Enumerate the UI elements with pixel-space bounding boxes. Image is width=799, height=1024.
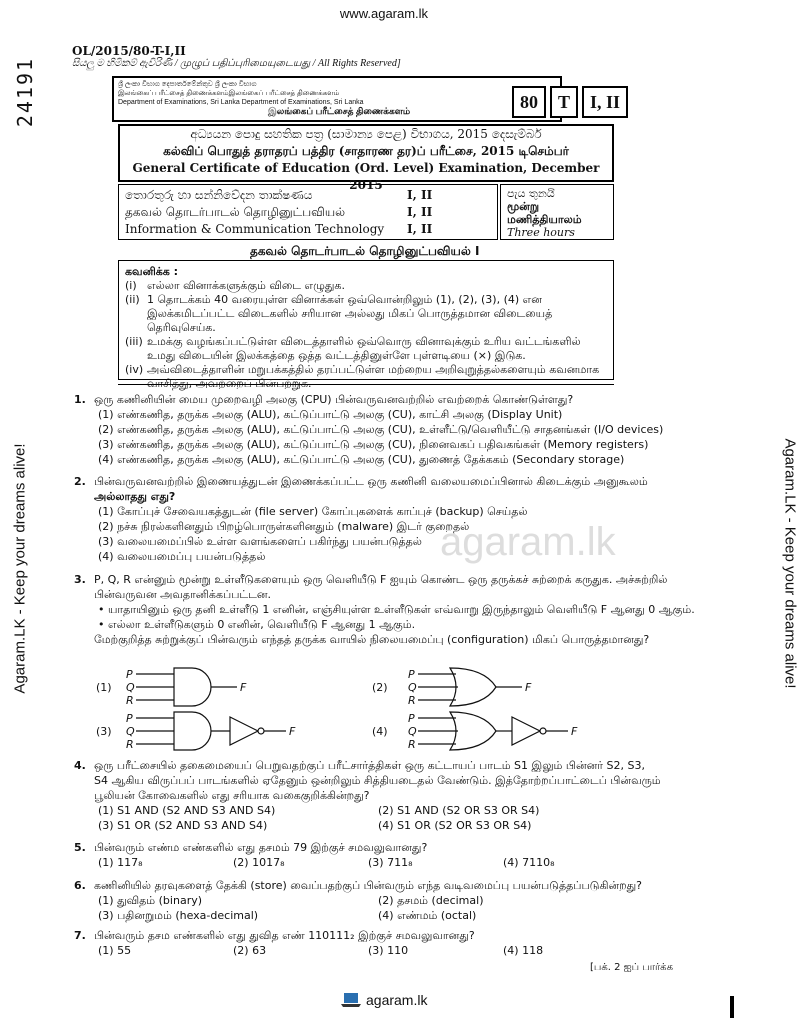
option: (4) வலையமைப்பு பயன்படுத்தல் bbox=[98, 550, 266, 563]
subject-papers: I, II bbox=[407, 222, 433, 236]
input-label: P bbox=[408, 712, 415, 725]
question-number: 1. bbox=[74, 393, 86, 406]
question-2 bbox=[74, 474, 724, 564]
question-text: ஒரு கணினியின் மைய முறைவழி அலகு (CPU) பின்வருவனவற்றில் எவற்றைக் கொண்டுள்ளது? bbox=[94, 393, 574, 406]
department-line: Department of Examinations, Sri Lanka Department of Examinations, Sri Lanka bbox=[118, 99, 364, 106]
option: (2) S1 AND (S2 OR S3 OR S4) bbox=[378, 804, 540, 817]
subject-box bbox=[118, 184, 498, 240]
option: (3) 711₈ bbox=[368, 856, 413, 869]
circuit-label: (4) bbox=[372, 725, 388, 738]
option: (1) S1 AND (S2 AND S3 AND S4) bbox=[98, 804, 276, 817]
department-line: இலங்கைப் பரீட்சைத் திணைக்களம்இலங்கைப் பரீட்சைத் திணைக்களம் bbox=[118, 90, 340, 97]
exam-title bbox=[118, 124, 614, 192]
and-gate bbox=[174, 712, 211, 750]
exam-title-tamil: கல்விப் பொதுத் தராதரப் பத்திர (சாதாரண தர)ப் பரீட்சை, 2015 டிசெம்பர் bbox=[163, 144, 569, 158]
option: (3) பதினறுமம் (hexa-decimal) bbox=[98, 909, 259, 922]
instructions-title: கவனிக்க : bbox=[125, 265, 179, 278]
subject-english: Information & Communication Technology bbox=[125, 222, 385, 236]
option: (2) தசமம் (decimal) bbox=[378, 894, 484, 907]
time-sinhala: පැය තුනයි bbox=[507, 187, 555, 200]
margin-bar bbox=[730, 996, 734, 1018]
logo-text: agaram.lk bbox=[366, 992, 428, 1008]
question-text-cont: பூலியன் கோவைகளில் எது சரியாக வகைகுறிக்கின்றது? bbox=[94, 789, 370, 802]
circuit-label: (1) bbox=[96, 681, 112, 694]
question-5 bbox=[74, 840, 724, 870]
instruction-item: (i) எல்லா வினாக்களுக்கும் விடை எழுதுக. bbox=[125, 279, 345, 292]
paper-badge bbox=[512, 86, 628, 118]
paper-code: OL/2015/80-T-I,II bbox=[72, 44, 186, 58]
option: (3) எண்கணித, தருக்க அலகு (ALU), கட்டுப்பாட்டு அலகு (CU), நினைவகப் பதிவகங்கள் (Memory registers) bbox=[98, 438, 649, 451]
badge-subject-code: 80 bbox=[512, 86, 546, 118]
option: (3) வலையமைப்பில் உள்ள வளங்களைப் பகிர்ந்து பயன்படுத்தல் bbox=[98, 535, 422, 548]
option: (4) 7110₈ bbox=[503, 856, 555, 869]
option: (3) 110 bbox=[368, 944, 409, 957]
option: (4) 118 bbox=[503, 944, 544, 957]
option: (1) 117₈ bbox=[98, 856, 143, 869]
and-gate bbox=[174, 668, 211, 706]
options-grid bbox=[74, 855, 724, 870]
options-grid bbox=[74, 893, 724, 923]
options-grid bbox=[74, 803, 724, 833]
paper-title: தகவல் தொடர்பாடல் தொழினுட்பவியல் I bbox=[250, 244, 480, 258]
instruction-item: (ii) 1 தொடக்கம் 40 வரையுள்ள வினாக்கள் ஒவ்வொன்றிலும் (1), (2), (3), (4) என இலக்கமிடப்பட்ட விடைகளில் சரியான அல்லது மிகப் பொருத்தமான விடையைத் தெரிவுசெய்க. bbox=[125, 293, 553, 334]
logic-circuits-2 bbox=[92, 708, 652, 758]
instruction-item: (iv) அவ்விடைத்தாளின் மறுபக்கத்தில் தரப்பட்டுள்ள மற்றைய அறிவுறுத்தல்களையும் கவனமாக வாசித்து, அவற்றைப் பின்பற்றுக. bbox=[125, 363, 600, 390]
question-number: 4. bbox=[74, 759, 86, 772]
input-label: P bbox=[126, 668, 133, 681]
option: (4) எண்மம் (octal) bbox=[378, 909, 477, 922]
instructions-box bbox=[118, 260, 614, 390]
input-label: R bbox=[126, 738, 134, 751]
input-label: Q bbox=[126, 681, 135, 694]
exam-title-sinhala: අධ්‍යයන පොදු සහතික පත්‍ර (සාමාන්‍ය පෙළ) විභාගය, 2015 දෙසැම්බර් bbox=[190, 127, 542, 141]
question-text-cont: அல்லாதது எது? bbox=[94, 490, 176, 503]
time-tamil: மூன்று மணித்தியாலம் bbox=[507, 200, 582, 226]
circuit-label: (3) bbox=[96, 725, 112, 738]
option: (3) S1 OR (S2 AND S3 AND S4) bbox=[98, 819, 268, 832]
time-box bbox=[500, 184, 614, 240]
output-label: F bbox=[289, 725, 296, 738]
not-gate bbox=[230, 717, 258, 745]
question-6 bbox=[74, 878, 724, 923]
input-label: Q bbox=[126, 725, 135, 738]
department-line: ශ්‍රී ලංකා විභාග දෙපාර්තමේන්තුව ශ්‍රී ලංකා විභාග bbox=[118, 81, 257, 88]
input-label: R bbox=[408, 738, 416, 751]
page-footer: [பக். 2 ஐப் பார்க்க bbox=[590, 962, 673, 973]
option: (1) 55 bbox=[98, 944, 132, 957]
subject-papers: I, II bbox=[407, 188, 433, 202]
input-label: R bbox=[126, 694, 134, 707]
option: (1) துவிதம் (binary) bbox=[98, 894, 203, 907]
question-text-cont: பின்வருவன அவதானிக்கப்பட்டன. bbox=[94, 588, 272, 601]
option: (1) கோப்புச் சேவையகத்துடன் (file server) கோப்புகளைக் காப்புச் (backup) செய்தல் bbox=[98, 505, 528, 518]
output-label: F bbox=[571, 725, 578, 738]
question-text: பின்வரும் தசம எண்களில் எது துவித எண் 110111₂ இற்குச் சமவலுவானது? bbox=[94, 929, 475, 942]
option: (4) எண்கணித, தருக்க அலகு (ALU), கட்டுப்பாட்டு அலகு (CU), துணைத் தேக்ககம் (Secondary storage) bbox=[98, 453, 625, 466]
subject-papers: I, II bbox=[407, 205, 433, 219]
question-text: பின்வருவனவற்றில் இணையத்துடன் இணைக்கப்பட்ட ஒரு கணினி வலையமைப்பினால் கிடைக்கும் அனுகூலம் bbox=[94, 475, 648, 488]
subject-sinhala: තොරතුරු හා සන්නිවේදන තාක්ෂණය bbox=[125, 188, 313, 202]
question-4 bbox=[74, 758, 724, 833]
watermark: agaram.lk bbox=[440, 520, 616, 564]
side-text-left: Agaram.LK - Keep your dreams alive! bbox=[11, 443, 29, 694]
question-number: 7. bbox=[74, 929, 86, 942]
input-label: P bbox=[408, 668, 415, 681]
option: (2) 1017₈ bbox=[233, 856, 285, 869]
question-text-cont: மேற்குறித்த சுற்றுக்குப் பின்வரும் எந்தத் தருக்க வாயில் நிலையமைப்பு (configuration) மிகப் பொருத்தமானது? bbox=[94, 633, 650, 646]
agaram-logo[interactable] bbox=[340, 992, 427, 1008]
question-1 bbox=[74, 392, 724, 467]
department-line: இலங்கைப் பரீட்சைத் திணைக்களம் bbox=[268, 106, 411, 116]
instruction-item: (iii) உமக்கு வழங்கப்பட்டுள்ள விடைத்தாளில் ஒவ்வொரு வினாவுக்கும் உரிய வட்டங்களில் உமது விடையின் இலக்கத்தை ஒத்த வட்டத்தினுள்ளே புள்ளடியை (×) இடுக. bbox=[125, 335, 581, 362]
options-grid bbox=[74, 943, 724, 958]
stamp-number: 24191 bbox=[13, 56, 38, 128]
question-text-cont: S4 ஆகிய விருப்பப் பாடங்களில் ஏதேனும் ஒன்றிலும் சித்தியடைதல் வேண்டும். இத்தோற்றப்பாட்டைப் பின்வரும் bbox=[94, 774, 661, 787]
site-url[interactable]: www.agaram.lk bbox=[339, 6, 429, 21]
department-header bbox=[112, 76, 562, 122]
rights-notice: සියලු ම හිමිකම් ඇවිරිණි / முழுப் பதிப்புரிமையுடையது / All Rights Reserved] bbox=[72, 58, 401, 69]
option: (1) எண்கணித, தருக்க அலகு (ALU), கட்டுப்பாட்டு அலகு (CU), காட்சி அலகு (Display Unit) bbox=[98, 408, 563, 421]
output-label: F bbox=[525, 681, 532, 694]
exam-title-english: General Certificate of Education (Ord. Level) Examination, December 2015 bbox=[132, 161, 600, 192]
output-label: F bbox=[240, 681, 247, 694]
question-number: 3. bbox=[74, 573, 86, 586]
divider bbox=[118, 384, 614, 385]
bullet-item: • யாதாயினும் ஒரு தனி உள்ளீடு 1 எனின், எஞ்சியுள்ள உள்ளீடுகள் எவ்வாறு இருந்தாலும் வெளியீடு F ஆனது 0 ஆகும். bbox=[98, 603, 695, 616]
time-english: Three hours bbox=[507, 226, 575, 239]
option: (2) எண்கணித, தருக்க அலகு (ALU), கட்டுப்பாட்டு அலகு (CU), உள்ளீட்டு/வெளியீட்டு சாதனங்கள் (I/O devices) bbox=[98, 423, 664, 436]
question-number: 5. bbox=[74, 841, 86, 854]
option: (4) S1 OR (S2 OR S3 OR S4) bbox=[378, 819, 532, 832]
question-text: ஒரு பரீட்சையில் தகைமையைப் பெறுவதற்குப் பரீட்சார்த்திகள் ஒரு கட்டாயப் பாடம் S1 இலும் பின்னர் S2, S3, bbox=[94, 759, 645, 772]
laptop-icon bbox=[340, 992, 362, 1008]
input-label: P bbox=[126, 712, 133, 725]
question-number: 2. bbox=[74, 475, 86, 488]
question-7 bbox=[74, 928, 724, 958]
input-label: Q bbox=[408, 725, 417, 738]
side-text-right: Agaram.LK - Keep your dreams alive! bbox=[781, 438, 799, 689]
subject-tamil: தகவல் தொடர்பாடல் தொழினுட்பவியல் bbox=[125, 205, 346, 219]
question-text: பின்வரும் எண்ம எண்களில் எது தசமம் 79 இற்குச் சமவலுவானது? bbox=[94, 841, 428, 854]
bullet-item: • எல்லா உள்ளீடுகளும் 0 எனின், வெளியீடு F ஆனது 1 ஆகும். bbox=[98, 618, 416, 631]
option: (2) நச்சு நிரல்களினதும் பிறழ்பொருள்களினதும் (malware) இடர் குறைதல் bbox=[98, 520, 470, 533]
input-label: Q bbox=[408, 681, 417, 694]
option: (2) 63 bbox=[233, 944, 267, 957]
input-label: R bbox=[408, 694, 416, 707]
circuit-label: (2) bbox=[372, 681, 388, 694]
not-gate bbox=[512, 717, 540, 745]
question-3 bbox=[74, 572, 724, 647]
question-text: கணினியில் தரவுகளைத் தேக்கி (store) வைப்பதற்குப் பின்வரும் எந்த வடிவமைப்பு பயன்படுத்தப்படுகின்றது? bbox=[94, 879, 643, 892]
question-number: 6. bbox=[74, 879, 86, 892]
badge-medium: T bbox=[550, 86, 578, 118]
question-text: P, Q, R என்னும் மூன்று உள்ளீடுகளையும் ஒரு வெளியீடு F ஐயும் கொண்ட ஒரு தருக்கச் சுற்றைக் கருதுக. அச்சுற்றில் bbox=[94, 573, 668, 586]
badge-papers: I, II bbox=[582, 86, 628, 118]
